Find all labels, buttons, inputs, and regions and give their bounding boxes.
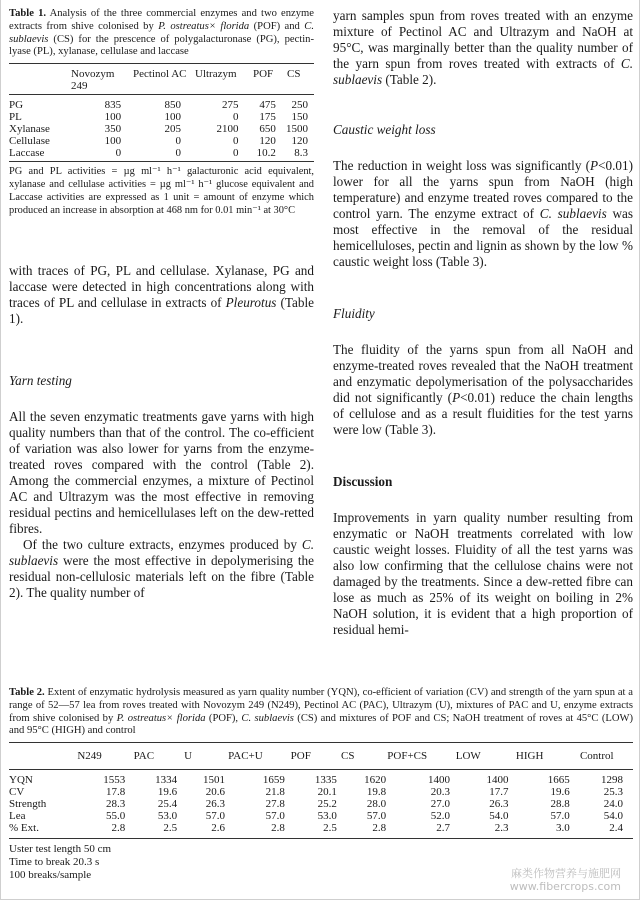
table2-cell: 57.0 [265, 810, 285, 823]
table2-column-header [9, 747, 77, 765]
left-text [9, 263, 314, 601]
table2-footnote: 100 breaks/sample [9, 869, 92, 882]
table1-row-label: Laccase [9, 147, 45, 160]
table1-cell: 100 [104, 135, 122, 148]
table2-cell: 2.8 [372, 822, 387, 835]
table2-cell: 17.7 [489, 786, 509, 799]
table2-row [9, 810, 633, 822]
table2-row-label: CV [9, 786, 25, 799]
table1-row [9, 147, 314, 159]
table2-row [9, 822, 633, 834]
watermark [510, 867, 621, 893]
table2-cell: 1400 [486, 774, 509, 787]
table1-cell: 250 [291, 99, 308, 112]
table2-cell: 54.0 [603, 810, 623, 823]
table2-cell: 53.0 [317, 810, 337, 823]
table2-cell: 57.0 [550, 810, 570, 823]
table2-cell: 20.6 [205, 786, 226, 799]
table1-cell: 150 [291, 111, 308, 124]
heading-yarn-testing: Yarn testing [9, 373, 72, 389]
table2-bottom-rule [9, 838, 633, 839]
table2-cell: 3.0 [555, 822, 570, 835]
table1 [9, 68, 314, 92]
table2-body [9, 774, 633, 834]
table2-cell: 1553 [103, 774, 126, 787]
table2-cell: 53.0 [157, 810, 178, 823]
table1-label: Table 1. [9, 8, 47, 19]
table2-cell: 17.8 [105, 786, 126, 799]
table1-cell: 350 [104, 123, 122, 136]
table2-cell: 19.8 [366, 786, 387, 799]
table2-footnote: Time to break 20.3 s [9, 856, 100, 869]
table2-column-header: HIGH [515, 750, 544, 763]
table1-cell: 8.3 [294, 147, 308, 160]
table2-row [9, 774, 633, 786]
table1-cell: 10.2 [256, 147, 276, 160]
table2-column-header: Control [579, 750, 614, 763]
table2-cell: 1335 [314, 774, 337, 787]
table1-cell: 835 [104, 99, 122, 112]
table1-cell: 120 [291, 135, 308, 148]
watermark-cn: 麻类作物营养与施肥网 [511, 867, 621, 880]
table2-cell: 20.3 [430, 786, 450, 799]
table2-column-header: POF [290, 750, 311, 763]
table2 [9, 747, 633, 765]
heading-discussion: Discussion [333, 474, 393, 489]
table2-cell: 2.8 [271, 822, 285, 835]
table1-cell: 0 [175, 147, 181, 160]
table1-row [9, 123, 314, 135]
right-paragraph-4: Improvements in yarn quality number resulting from enzymatic or NaOH treatments correlated with low caustic weight losses. Fluidity of all the test yarns was also low confirming that the cellulose chains were not damaged by the treatments. Since a dew-retted fibre can lose as much as 25% of its weight on boiling in 2% NaOH solution, it is evident that a high proportion of residual hemi- [333, 510, 633, 637]
table2-column-header: PAC+U [228, 750, 263, 763]
table2-cell: 2.5 [163, 822, 178, 835]
table1-row [9, 135, 314, 147]
table2-cell: 24.0 [603, 798, 623, 811]
table2-top-rule [9, 742, 633, 743]
table2-footnote: Uster test length 50 cm [9, 843, 112, 856]
table2-cell: 27.8 [265, 798, 285, 811]
table2-cell: 28.0 [366, 798, 387, 811]
table1-row-label: PL [9, 111, 22, 124]
left-column [9, 8, 314, 601]
table2-row-label: Lea [9, 810, 26, 823]
table1-column-header: Ultrazym [195, 68, 237, 81]
right-paragraph-2: The reduction in weight loss was significantly (P<0.01) lower for all the yarns spun from NaOH (high temperature) and enzyme treated roves compared to the control yarn. The enzyme extract of C. sublaevis was most effective in the removal of the residual hemicelluloses, pectin and lignin as shown by the low % caustic weight loss (Table 3). [333, 158, 633, 269]
table1-row-label: PG [9, 99, 24, 112]
left-paragraph-2: All the seven enzymatic treatments gave yarns with high quality numbers than that of the control. The co-efficient of variation was also lower for yarns from the enzyme-treated roves compared with the control (Table 2). Among the commercial enzymes, a mixture of Pectinol AC and Ultrazym was the most effective in removing residual pectins and hemicellulases left on the dew-retted fibres. [9, 409, 314, 537]
table2-cell: 1665 [547, 774, 570, 787]
table1-bottom-rule [9, 161, 314, 162]
table2-cell: 1659 [262, 774, 285, 787]
table2-cell: 25.3 [603, 786, 623, 799]
table2-row-label: Strength [9, 798, 47, 811]
table2-cell: 1298 [601, 774, 623, 787]
table2-row [9, 786, 633, 798]
right-paragraph-3: The fluidity of the yarns spun from all NaOH and enzyme-treated roves revealed that the NaOH treatment and enzymatic depolymerisation of the polysaccharides did not significantly (P<0.01) reduce the chain lengths of cellulose and as a result fluidities for the test yarns were low (Table 3). [333, 342, 633, 437]
table1-row-label: Cellulase [9, 135, 50, 148]
table1-cell: 275 [222, 99, 239, 112]
table1-column-header [9, 68, 71, 92]
table1-cell: 120 [259, 135, 276, 148]
table2-cell: 2.6 [211, 822, 226, 835]
table2-cell: 55.0 [105, 810, 126, 823]
table2-column-header: U [184, 750, 193, 763]
table2-cell: 2.4 [609, 822, 623, 835]
table2-cell: 1334 [155, 774, 178, 787]
table2-cell: 19.6 [157, 786, 178, 799]
table2-cell: 27.0 [430, 798, 450, 811]
table2-cell: 52.0 [430, 810, 450, 823]
table1-caption: Table 1. Analysis of the three commercial enzymes and two enzyme extracts from shive colonised by P. ostreatus× florida (POF) and C. sublaevis (CS) for the prescence of polygalacturonase (PG), pectin-lyase (PL), xylanase, cellulase and laccase [9, 8, 314, 58]
table2-cell: 28.3 [105, 798, 126, 811]
heading-fluidity: Fluidity [333, 306, 375, 321]
table1-note: PG and PL activities = µg ml⁻¹ h⁻¹ galacturonic acid equivalent, xylanase and cellulase activities = µg ml⁻¹ h⁻¹ glucose equivalent and Laccase activities are expressed as 1 unit = amount of enzyme which produced an increase in absorption at 468 nm for 0.01 min⁻¹ at 30°C [9, 166, 314, 216]
table2-row-label: % Ext. [9, 822, 39, 835]
table2-column-header: PAC [133, 750, 155, 763]
table1-body [9, 99, 314, 159]
table2-row [9, 798, 633, 810]
table1-column-header: POF [253, 68, 274, 81]
table1-column-header: CS [287, 68, 301, 81]
right-paragraph-1: yarn samples spun from roves treated with an enzyme mixture of Pectinol AC and Ultrazym and NaOH at 95°C, was marginally better than the quality number of the yarn spun from roves treated with extracts of C. sublaevis (Table 2). [333, 8, 633, 87]
table1-cell: 205 [164, 123, 181, 136]
table2-section [9, 687, 633, 882]
table2-cell: 57.0 [205, 810, 226, 823]
table1-cell: 0 [175, 135, 181, 148]
table2-caption: Table 2. Extent of enzymatic hydrolysis measured as yarn quality number (YQN), co-efficient of variation (CV) and strength of the yarn spun at a range of 52—57 lea from roves treated with Novozym 249 (N249), Pectinol AC (PAC), Ultrazym (U), mixtures of PAC and U, enzyme extracts from shive colonised by P. ostreatus× florida (POF), C. sublaevis (CS) and mixtures of POF and CS; NaOH treatment of roves at 45°C (LOW) and 95°C (HIGH) and control [9, 687, 634, 737]
table1-cell: 475 [259, 99, 276, 112]
table2-cell: 2.8 [111, 822, 126, 835]
heading-caustic-weight-loss: Caustic weight loss [333, 122, 436, 137]
table1-cell: 175 [259, 111, 276, 124]
table1-row [9, 111, 314, 123]
table2-column-header: POF+CS [387, 750, 428, 763]
table1-cell: 100 [164, 111, 181, 124]
table2-cell: 1501 [203, 774, 226, 787]
table1-cell: 0 [115, 147, 122, 160]
table1-cell: 850 [164, 99, 181, 112]
table2-cell: 21.8 [265, 786, 285, 799]
table1-mid-rule [9, 94, 314, 95]
table1-cell: 0 [233, 135, 239, 148]
table2-row-label: YQN [9, 774, 33, 787]
left-paragraph-3: Of the two culture extracts, enzymes produced by C. sublaevis were the most effective in depolymerising the residual non-cellulosic materials left on the fibre (Table 2). The quality number of [9, 537, 314, 601]
table2-cell: 19.6 [550, 786, 570, 799]
table2-cell: 1620 [364, 774, 387, 787]
table2-cell: 28.8 [550, 798, 570, 811]
watermark-url: www.fibercrops.com [509, 880, 621, 893]
table2-cell: 20.1 [317, 786, 337, 799]
table2-cell: 25.4 [157, 798, 178, 811]
table1-cell: 650 [259, 123, 276, 136]
table2-cell: 1400 [427, 774, 450, 787]
table1-cell: 0 [233, 111, 239, 124]
table2-column-header: CS [341, 750, 355, 763]
table1-column-header: Pectinol AC [133, 68, 187, 81]
table2-cell: 2.5 [323, 822, 337, 835]
table1-cell: 1500 [286, 123, 308, 136]
table2-label: Table 2. [9, 687, 45, 698]
table2-cell: 26.3 [205, 798, 226, 811]
table2-cell: 2.3 [494, 822, 509, 835]
table1-column-header: Novozym 249 [71, 68, 115, 93]
table1-cell: 0 [233, 147, 239, 160]
table1-row [9, 99, 314, 111]
table2-column-header: LOW [455, 750, 481, 763]
table2-cell: 54.0 [489, 810, 509, 823]
table1-cell: 2100 [216, 123, 239, 136]
table1-cell: 100 [104, 111, 122, 124]
table1-top-rule [9, 63, 314, 64]
table2-cell: 26.3 [489, 798, 509, 811]
table2-cell: 57.0 [366, 810, 387, 823]
table2-cell: 2.7 [436, 822, 450, 835]
left-paragraph-1: with traces of PG, PL and cellulase. Xylanase, PG and laccase were detected in high concentrations along with traces of PL and cellulase in extracts of Pleurotus (Table 1). [9, 263, 314, 327]
table2-mid-rule [9, 769, 633, 770]
table2-cell: 25.2 [317, 798, 337, 811]
right-column [333, 8, 633, 638]
table2-column-header: N249 [77, 750, 102, 763]
table1-row-label: Xylanase [9, 123, 50, 136]
